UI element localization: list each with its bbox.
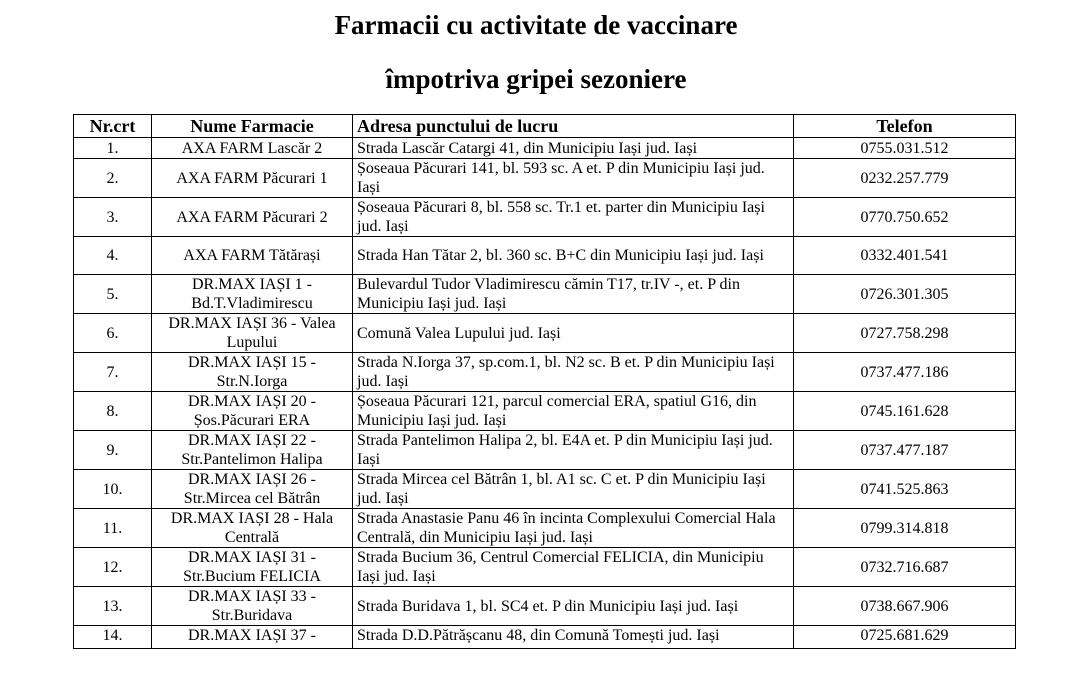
pharmacy-name: DR.MAX IAȘI 20 - Șos.Păcurari ERA	[152, 392, 353, 431]
table-row	[74, 392, 1016, 431]
pharmacy-address: Strada Pantelimon Halipa 2, bl. E4A et. P din Municipiu Iași jud. Iași	[353, 431, 794, 470]
pharmacy-phone: 0737.477.186	[794, 353, 1016, 392]
table-row	[74, 431, 1016, 470]
table-row	[74, 237, 1016, 275]
pharmacy-name: DR.MAX IAȘI 28 - Hala Centrală	[152, 509, 353, 548]
row-number: 8.	[74, 392, 152, 431]
table-row	[74, 509, 1016, 548]
pharmacy-address: Strada Han Tătar 2, bl. 360 sc. B+C din Municipiu Iași jud. Iași	[353, 237, 794, 275]
pharmacy-address: Strada N.Iorga 37, sp.com.1, bl. N2 sc. B et. P din Municipiu Iași jud. Iași	[353, 353, 794, 392]
table-row	[74, 159, 1016, 198]
header-phone: Telefon	[794, 115, 1016, 138]
row-number: 7.	[74, 353, 152, 392]
pharmacy-name: AXA FARM Tătărași	[152, 237, 353, 275]
pharmacy-name: DR.MAX IAȘI 37 -	[152, 626, 353, 649]
row-number: 5.	[74, 275, 152, 314]
pharmacy-phone: 0755.031.512	[794, 138, 1016, 159]
table-row	[74, 587, 1016, 626]
pharmacy-name: AXA FARM Păcurari 1	[152, 159, 353, 198]
table-row	[74, 198, 1016, 237]
pharmacy-phone: 0745.161.628	[794, 392, 1016, 431]
row-number: 6.	[74, 314, 152, 353]
pharmacy-phone: 0726.301.305	[794, 275, 1016, 314]
row-number: 12.	[74, 548, 152, 587]
pharmacy-address: Strada Lascăr Catargi 41, din Municipiu Iași jud. Iași	[353, 138, 794, 159]
pharmacy-address: Strada Buridava 1, bl. SC4 et. P din Municipiu Iași jud. Iași	[353, 587, 794, 626]
table-row	[74, 470, 1016, 509]
pharmacy-phone: 0725.681.629	[794, 626, 1016, 649]
pharmacy-phone: 0770.750.652	[794, 198, 1016, 237]
row-number: 3.	[74, 198, 152, 237]
pharmacy-address: Strada Mircea cel Bătrân 1, bl. A1 sc. C et. P din Municipiu Iași jud. Iași	[353, 470, 794, 509]
row-number: 14.	[74, 626, 152, 649]
table-row	[74, 138, 1016, 159]
row-number: 13.	[74, 587, 152, 626]
page-title: Farmacii cu activitate de vaccinare	[334, 10, 738, 40]
pharmacy-name: DR.MAX IAȘI 1 - Bd.T.Vladimirescu	[152, 275, 353, 314]
pharmacy-name: DR.MAX IAȘI 26 - Str.Mircea cel Bătrân	[152, 470, 353, 509]
table-row	[74, 275, 1016, 314]
pharmacy-phone: 0727.758.298	[794, 314, 1016, 353]
pharmacy-name: AXA FARM Lascăr 2	[152, 138, 353, 159]
pharmacy-address: Strada Anastasie Panu 46 în incinta Complexului Comercial Hala Centrală, din Municipiu Iași jud. Iași	[353, 509, 794, 548]
pharmacy-table	[73, 114, 1016, 649]
row-number: 10.	[74, 470, 152, 509]
row-number: 11.	[74, 509, 152, 548]
pharmacy-phone: 0332.401.541	[794, 237, 1016, 275]
table-row	[74, 314, 1016, 353]
pharmacy-name: AXA FARM Păcurari 2	[152, 198, 353, 237]
pharmacy-name: DR.MAX IAȘI 36 - Valea Lupului	[152, 314, 353, 353]
pharmacy-phone: 0732.716.687	[794, 548, 1016, 587]
pharmacy-phone: 0738.667.906	[794, 587, 1016, 626]
pharmacy-phone: 0799.314.818	[794, 509, 1016, 548]
pharmacy-phone: 0741.525.863	[794, 470, 1016, 509]
pharmacy-phone: 0737.477.187	[794, 431, 1016, 470]
row-number: 4.	[74, 237, 152, 275]
pharmacy-name: DR.MAX IAȘI 33 - Str.Buridava	[152, 587, 353, 626]
table-row	[74, 548, 1016, 587]
pharmacy-address: Comună Valea Lupului jud. Iași	[353, 314, 794, 353]
pharmacy-address: Strada D.D.Pătrășcanu 48, din Comună Tomești jud. Iași	[353, 626, 794, 649]
page-subtitle: împotriva gripei sezoniere	[385, 64, 687, 94]
table-header-row	[74, 115, 1016, 138]
pharmacy-address: Șoseaua Păcurari 121, parcul comercial ERA, spatiul G16, din Municipiu Iași jud. Iași	[353, 392, 794, 431]
row-number: 1.	[74, 138, 152, 159]
pharmacy-address: Șoseaua Păcurari 8, bl. 558 sc. Tr.1 et. parter din Municipiu Iași jud. Iași	[353, 198, 794, 237]
header-name: Nume Farmacie	[152, 115, 353, 138]
pharmacy-address: Șoseaua Păcurari 141, bl. 593 sc. A et. P din Municipiu Iași jud. Iași	[353, 159, 794, 198]
table-row	[74, 626, 1016, 649]
pharmacy-address: Strada Bucium 36, Centrul Comercial FELICIA, din Municipiu Iași jud. Iași	[353, 548, 794, 587]
header-address: Adresa punctului de lucru	[353, 115, 794, 138]
pharmacy-phone: 0232.257.779	[794, 159, 1016, 198]
row-number: 9.	[74, 431, 152, 470]
pharmacy-name: DR.MAX IAȘI 31 - Str.Bucium FELICIA	[152, 548, 353, 587]
row-number: 2.	[74, 159, 152, 198]
pharmacy-name: DR.MAX IAȘI 22 - Str.Pantelimon Halipa	[152, 431, 353, 470]
pharmacy-address: Bulevardul Tudor Vladimirescu cămin T17, tr.IV -, et. P din Municipiu Iași jud. Iași	[353, 275, 794, 314]
table-row	[74, 353, 1016, 392]
header-nr: Nr.crt	[74, 115, 152, 138]
pharmacy-name: DR.MAX IAȘI 15 - Str.N.Iorga	[152, 353, 353, 392]
